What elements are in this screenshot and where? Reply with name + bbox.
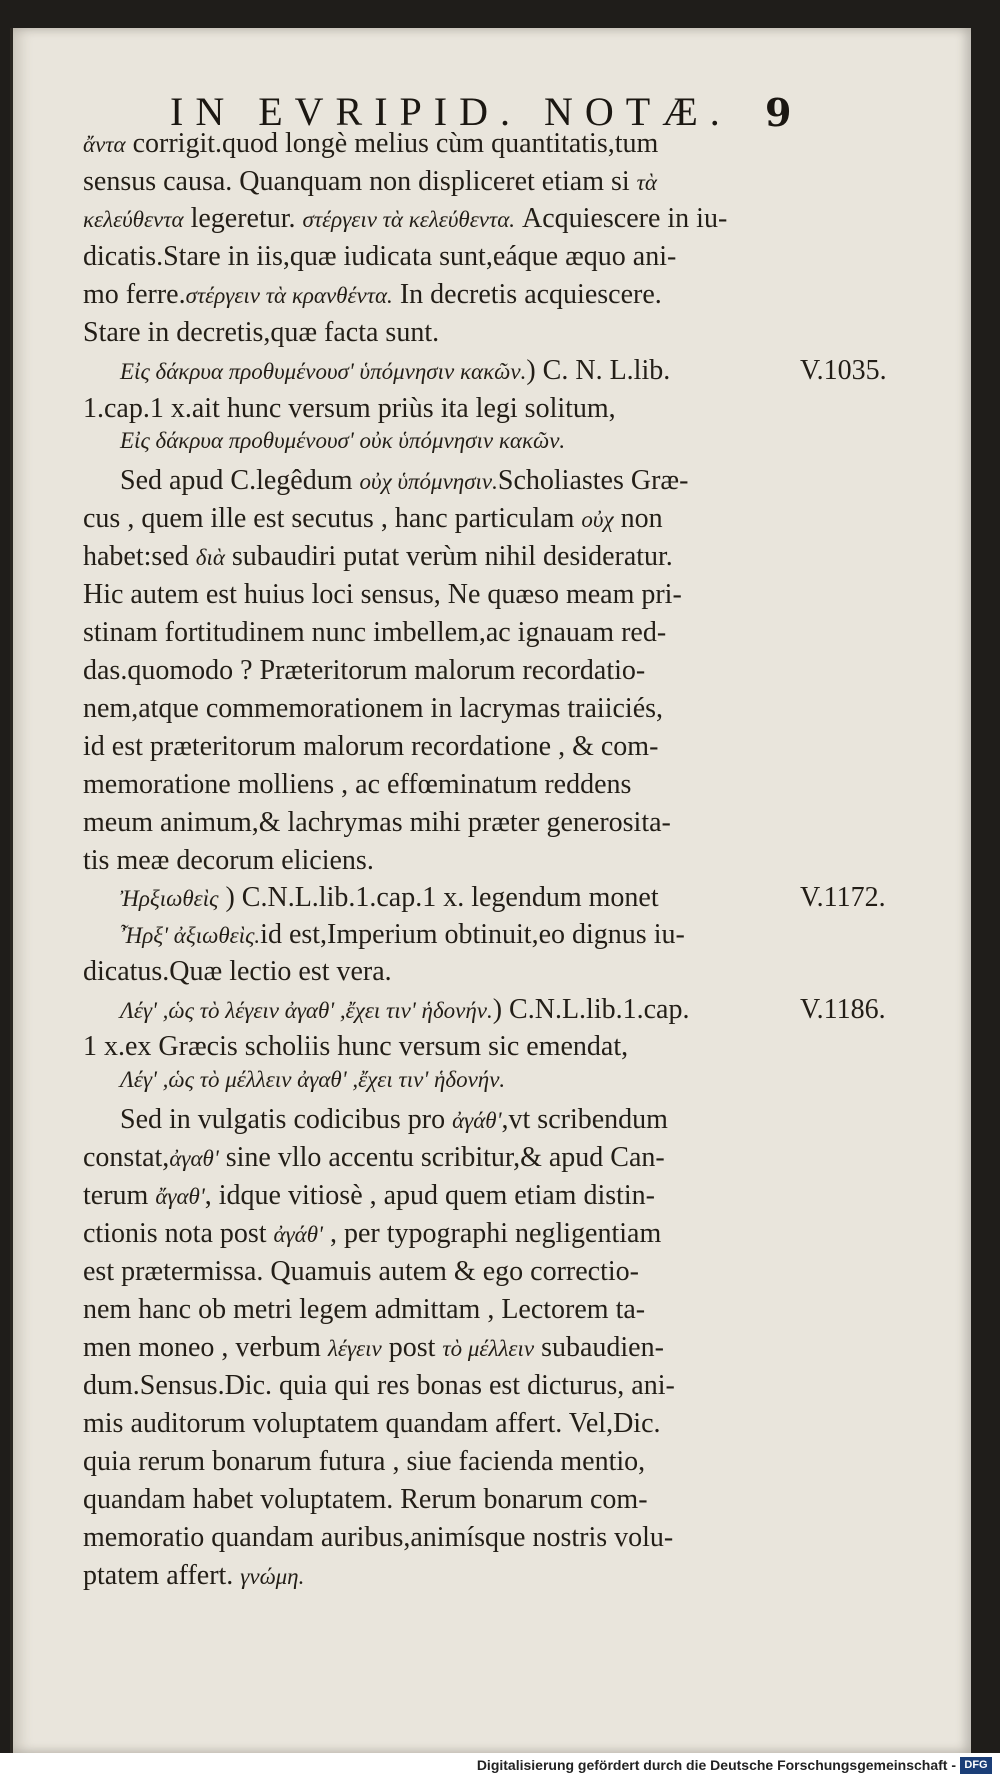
- footer-credit: Digitalisierung gefördert durch die Deutsche Forschungsgemeinschaft -: [476, 1757, 956, 1773]
- line-content: [83, 1256, 639, 1288]
- line-content: [83, 1446, 645, 1478]
- line-content: [83, 1031, 628, 1063]
- verse-reference: V.1172.: [800, 882, 886, 913]
- latin-text: , per typographi negligentiam: [322, 1218, 662, 1249]
- greek-text: οὐχ: [581, 507, 614, 532]
- latin-text: non: [613, 503, 663, 534]
- latin-text: tis meæ decorum eliciens.: [83, 845, 374, 876]
- greek-text: λέγειν: [327, 1336, 382, 1361]
- greek-text: γνώμη.: [240, 1564, 305, 1589]
- line-content: [83, 693, 663, 725]
- latin-text: terum: [83, 1180, 156, 1211]
- line-content: [83, 317, 439, 349]
- latin-text: subaudiri putat verùm nihil desideratur.: [224, 541, 673, 572]
- latin-text: habet:sed: [83, 541, 196, 572]
- line-content: [83, 1142, 665, 1174]
- latin-text: ,vt scribendum: [501, 1104, 668, 1135]
- greek-text: τὸ μέλλειν: [442, 1336, 535, 1361]
- latin-text: quia rerum bonarum futura , siue facienda mentio,: [83, 1446, 646, 1477]
- greek-text: τὰ: [636, 170, 657, 195]
- footer-bar: [0, 1753, 1000, 1780]
- latin-text: men moneo , verbum: [83, 1332, 328, 1363]
- line-content: [83, 731, 658, 763]
- latin-text: subaudien-: [534, 1332, 664, 1363]
- line-content: [83, 1332, 664, 1364]
- latin-text: quandam habet voluptatem. Rerum bonarum com-: [83, 1484, 648, 1515]
- verse-reference: V.1186.: [800, 994, 886, 1025]
- latin-text: ptatem affert.: [83, 1560, 241, 1591]
- line-content: [120, 428, 565, 454]
- dfg-logo: DFG: [960, 1757, 992, 1774]
- greek-text: Λέγ' ,ὡς τὸ μέλλειν ἀγαθ' ,ἔχει τιν' ἡδονήν.: [120, 1067, 506, 1092]
- greek-text: Εἰς δάκρυα προθυμένουσ' οὐκ ὑπόμνησιν κακῶν.: [120, 428, 566, 453]
- verse-reference: V.1035.: [800, 355, 887, 386]
- greek-text: ἀγάθ': [452, 1108, 502, 1133]
- latin-text: dicatis.Stare in iis,quæ iudicata sunt,eáque æquo ani-: [83, 241, 677, 272]
- latin-text: dicatus.Quæ lectio est vera.: [83, 956, 392, 987]
- line-content: [120, 465, 688, 497]
- latin-text: sensus causa. Quanquam non displiceret etiam si: [83, 166, 637, 197]
- latin-text: das.quomodo ? Præteritorum malorum recordatio-: [83, 655, 646, 686]
- line-content: [83, 617, 666, 649]
- line-content: [83, 166, 657, 198]
- latin-text: meum animum,& lachrymas mihi præter generosita-: [83, 807, 671, 838]
- latin-text: ctionis nota post: [83, 1218, 274, 1249]
- greek-text: ἄγαθ': [155, 1184, 205, 1209]
- latin-text: id est,Imperium obtinuit,eo dignus iu-: [260, 919, 685, 950]
- line-content: [83, 241, 676, 273]
- latin-text: memoratione molliens , ac effœminatum reddens: [83, 769, 632, 800]
- latin-text: Sed apud C.legêdum: [120, 465, 360, 496]
- page-number: 9: [765, 90, 792, 135]
- latin-text: nem hanc ob metri legem admittam , Lectorem ta-: [83, 1294, 646, 1325]
- line-content: [83, 128, 658, 160]
- latin-text: Sed in vulgatis codicibus pro: [120, 1104, 453, 1135]
- latin-text: Scholiastes Græ-: [497, 465, 689, 496]
- latin-text: memoratio quandam auribus,animísque nostris volu-: [83, 1522, 674, 1553]
- greek-text: οὐχ ὑπόμνησιν.: [359, 469, 498, 494]
- greek-text: ἄντα: [83, 132, 126, 157]
- line-content: [83, 655, 645, 687]
- latin-text: dum.Sensus.Dic. quia qui res bonas est dicturus, ani-: [83, 1370, 675, 1401]
- line-content: [83, 1294, 645, 1326]
- greek-text: ἀγάθ': [273, 1222, 323, 1247]
- latin-text: nem,atque commemorationem in lacrymas traiiciés,: [83, 693, 664, 724]
- line-content: [120, 355, 670, 387]
- line-content: [83, 1408, 661, 1440]
- latin-text: Stare in decretis,quæ facta sunt.: [83, 317, 440, 348]
- latin-text: mis auditorum voluptatem quandam affert. Vel,Dic.: [83, 1408, 661, 1439]
- greek-text: Εἰς δάκρυα προθυμένουσ' ὑπόμνησιν κακῶν.: [120, 359, 527, 384]
- latin-text: corrigit.quod longè melius cùm quantitatis,tum: [125, 128, 659, 159]
- line-content: [120, 1067, 505, 1093]
- latin-text: legeretur.: [183, 203, 303, 234]
- latin-text: ) C.N.L.lib.1.cap.1 x. legendum monet: [218, 882, 659, 913]
- greek-text: Ἠρξιωθεὶς: [120, 886, 219, 911]
- line-content: [83, 393, 616, 425]
- line-content: [83, 807, 671, 839]
- line-content: [83, 541, 673, 573]
- latin-text: 1.cap.1 x.ait hunc versum priùs ita legi solitum,: [83, 393, 616, 424]
- line-content: [83, 956, 392, 988]
- running-title: IN EVRIPID. NOTÆ.: [170, 89, 732, 134]
- line-content: [120, 1104, 668, 1136]
- line-content: [83, 203, 727, 235]
- latin-text: ) C. N. L.lib.: [526, 355, 671, 386]
- greek-text: Λέγ' ,ὡς τὸ λέγειν ἀγαθ' ,ἔχει τιν' ἡδονήν.: [120, 998, 493, 1023]
- greek-text: κελεύθεντα: [83, 207, 184, 232]
- latin-text: Acquiescere in iu-: [515, 203, 728, 234]
- latin-text: , idque vitiosè , apud quem etiam distin-: [204, 1180, 656, 1211]
- line-content: [83, 1484, 648, 1516]
- line-content: [83, 1370, 675, 1402]
- latin-text: est prætermissa. Quamuis autem & ego correctio-: [83, 1256, 639, 1287]
- line-content: [83, 1560, 304, 1592]
- latin-text: cus , quem ille est secutus , hanc particulam: [83, 503, 582, 534]
- line-content: [83, 1522, 673, 1554]
- latin-text: id est præteritorum malorum recordatione , & com-: [83, 731, 659, 762]
- line-content: [120, 994, 689, 1026]
- greek-text: στέργειν τὰ κρανθέντα.: [185, 283, 393, 308]
- line-content: [120, 919, 685, 951]
- line-content: [83, 769, 631, 801]
- latin-text: ) C.N.L.lib.1.cap.: [492, 994, 690, 1025]
- line-content: [83, 279, 662, 311]
- latin-text: In decretis acquiescere.: [392, 279, 662, 310]
- latin-text: post: [381, 1332, 443, 1363]
- line-content: [83, 845, 374, 877]
- line-content: [83, 579, 682, 611]
- greek-text: στέργειν τὰ κελεύθεντα.: [302, 207, 516, 232]
- latin-text: sine vllo accentu scribitur,& apud Can-: [218, 1142, 665, 1173]
- latin-text: 1 x.ex Græcis scholiis hunc versum sic emendat,: [83, 1031, 629, 1062]
- line-content: [120, 882, 659, 914]
- greek-text: ἀγαθ': [169, 1146, 219, 1171]
- greek-text: διὰ: [195, 545, 225, 570]
- line-content: [83, 503, 663, 535]
- latin-text: constat,: [83, 1142, 170, 1173]
- line-content: [83, 1218, 661, 1250]
- latin-text: mo ferre.: [83, 279, 186, 310]
- latin-text: Hic autem est huius loci sensus, Ne quæso meam pri-: [83, 579, 682, 610]
- line-content: [83, 1180, 655, 1212]
- latin-text: stinam fortitudinem nunc imbellem,ac ignauam red-: [83, 617, 667, 648]
- greek-text: Ἦρξ' ἀξιωθεὶς.: [120, 923, 261, 948]
